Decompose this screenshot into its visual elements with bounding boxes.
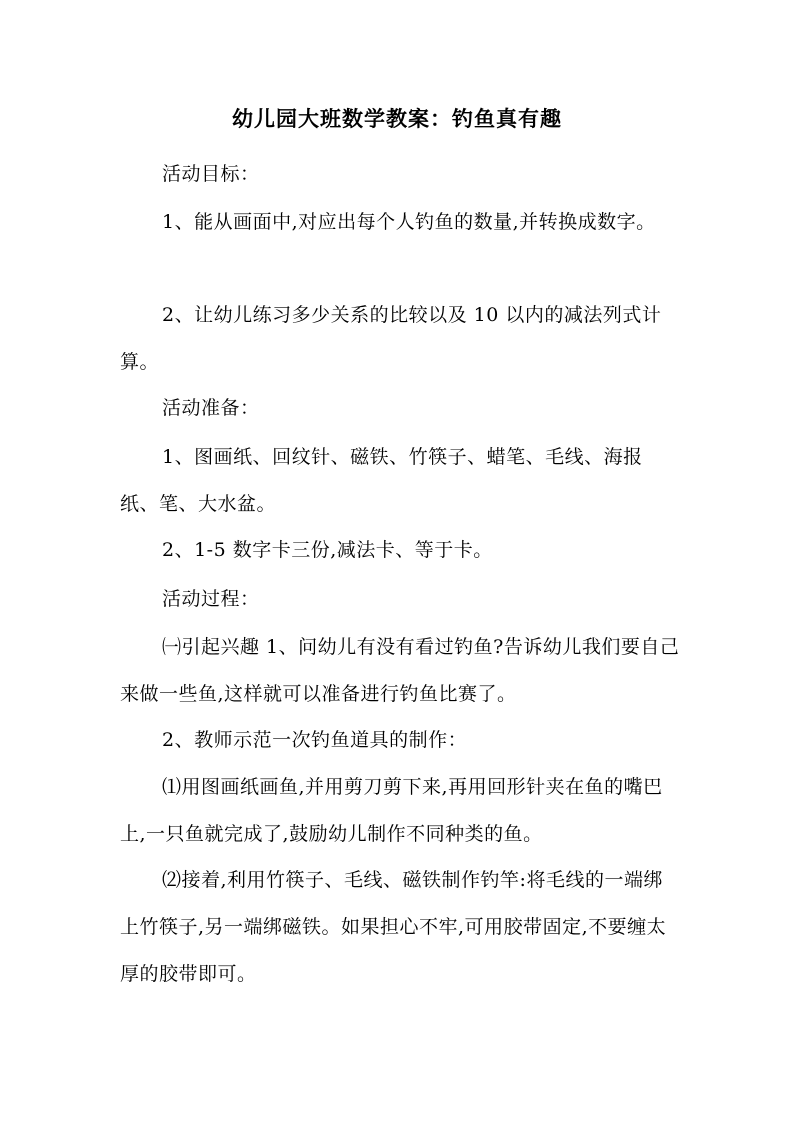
paragraph: 2、1-5 数字卡三份,减法卡、等于卡。 <box>162 539 493 561</box>
paragraph: 2、教师示范一次钓鱼道具的制作： <box>162 729 468 751</box>
document-title: 幼儿园大班数学教案：钓鱼真有趣 <box>232 106 562 131</box>
section-heading-goals: 活动目标： <box>162 163 260 185</box>
section-heading-preparation: 活动准备： <box>162 397 260 419</box>
paragraph: 1、能从画面中,对应出每个人钓鱼的数量,并转换成数字。 <box>162 211 656 233</box>
paragraph: ⑵接着,利用竹筷子、毛线、磁铁制作钓竿:将毛线的一端绑上竹筷子,另一端绑磁铁。如果担心不牢,可用胶带固定,不要缠太厚的胶带即可。 <box>120 869 667 985</box>
paragraph: 2、让幼儿练习多少关系的比较以及 10 以内的减法列式计算。 <box>120 304 662 373</box>
paragraph: ⑴用图画纸画鱼,并用剪刀剪下来,再用回形针夹在鱼的嘴巴上,一只鱼就完成了,鼓励幼儿制作不同种类的鱼。 <box>120 776 663 845</box>
section-heading-process: 活动过程： <box>162 588 260 610</box>
paragraph: 1、图画纸、回纹针、磁铁、竹筷子、蜡笔、毛线、海报纸、笔、大水盆。 <box>120 446 643 515</box>
paragraph: ㈠引起兴趣 1、问幼儿有没有看过钓鱼?告诉幼儿我们要自己来做一些鱼,这样就可以准备进行钓鱼比赛了。 <box>120 636 680 705</box>
